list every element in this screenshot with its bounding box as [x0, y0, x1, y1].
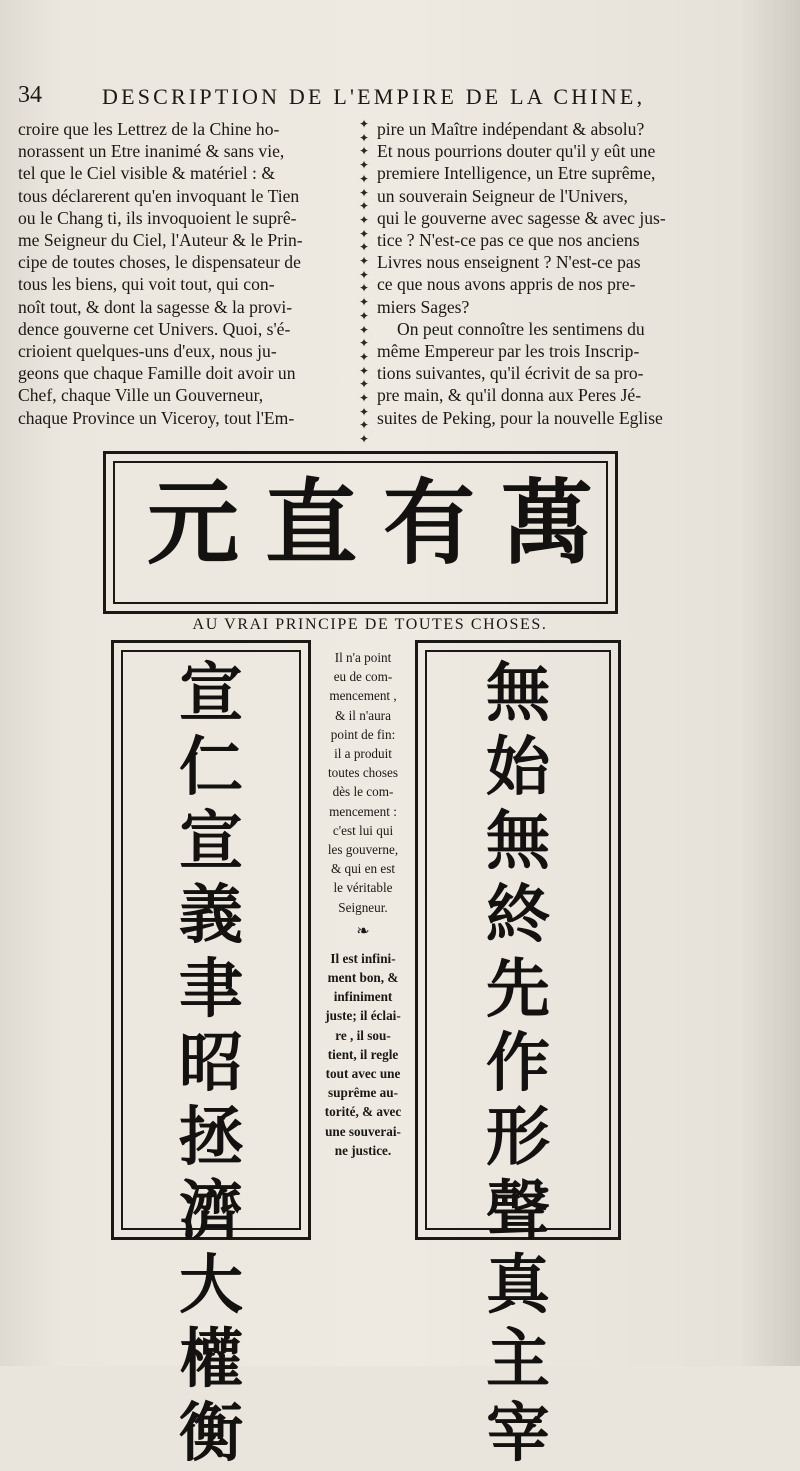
text-line: il a produit [334, 746, 392, 762]
vertical-inscription-column [114, 657, 308, 1471]
inscription-character: 作 [486, 1026, 550, 1101]
text-line: toutes choses [328, 765, 398, 781]
inscription-character: 直 [264, 469, 357, 577]
inscription-character: 終 [486, 878, 550, 953]
vertical-inscription-column [418, 657, 618, 1471]
inscription-character: 萬 [500, 469, 593, 577]
text-line: crioient quelques-uns d'eux, nous ju- [18, 341, 277, 362]
text-line: tous les biens, qui voit tout, qui con- [18, 274, 275, 295]
text-line: mencement , [329, 688, 397, 704]
inscription-character: 元 [146, 469, 239, 577]
text-line: pire un Maître indépendant & absolu? [377, 119, 645, 139]
text-line: pre main, & qu'il donna aux Peres Jé- [377, 385, 642, 406]
text-line: le véritable [333, 880, 393, 896]
text-line: même Empereur par les trois Inscrip- [377, 341, 640, 362]
text-line: torité, & avec [324, 1104, 402, 1120]
text-line: miers Sages? [377, 296, 470, 317]
text-line: tions suivantes, qu'il écrivit de sa pro- [377, 363, 644, 384]
text-line: & il n'aura [335, 707, 391, 723]
text-line: tient, il regle [327, 1046, 399, 1062]
inscription-character: 聲 [486, 1174, 550, 1249]
text-line: infiniment [333, 989, 393, 1005]
inscription-character: 無 [486, 656, 550, 731]
text-line: re , il sou- [335, 1027, 391, 1043]
text-line: ou le Chang ti, ils invoquoient le suprê- [18, 207, 297, 228]
running-title: DESCRIPTION DE L'EMPIRE DE LA CHINE, [102, 84, 646, 109]
text-line: point de fin: [330, 726, 396, 742]
inscription-character: 無 [486, 804, 550, 879]
fleuron-ornament: ❧ [356, 922, 370, 940]
inscription-caption: AU VRAI PRINCIPE DE TOUTES CHOSES. [192, 616, 548, 633]
text-line: tous déclarerent qu'en invoquant le Tien [18, 185, 300, 206]
inscription-character: 宰 [486, 1396, 550, 1471]
inscription-character: 大 [179, 1248, 243, 1323]
text-line: une souverai- [325, 1123, 401, 1139]
text-line: dès le com- [332, 784, 394, 800]
text-line: les gouverne, [327, 842, 399, 858]
text-line: Il est infini- [330, 950, 396, 966]
page-number: 34 [18, 82, 42, 108]
text-line: juste; il éclai- [325, 1008, 401, 1024]
inscription-character: 聿 [179, 952, 243, 1027]
text-line: ne justice. [334, 1142, 392, 1158]
inscription-character: 昭 [179, 1026, 243, 1101]
text-line: tel que le Ciel visible & matériel : & [18, 163, 275, 184]
inscription-character: 有 [382, 469, 475, 577]
text-line: mencement : [329, 803, 397, 819]
inscription-character: 主 [486, 1322, 550, 1397]
text-line: dence gouverne cet Univers. Quoi, s'é- [18, 318, 291, 339]
center-translation-text [316, 648, 410, 1160]
text-line: norassent un Etre inanimé & sans vie, [18, 141, 285, 162]
text-line: me Seigneur du Ciel, l'Auteur & le Prin- [18, 230, 303, 251]
inscription-character: 仁 [179, 730, 243, 805]
column-divider-ornament: ✦ ✦ ✦ ✦ ✦ ✦ ✦ ✦ ✦ ✦ ✦ ✦ ✦ ✦ ✦ ✦ ✦ ✦ ✦ ✦ ✦ ✦ ✦ ✦ [358, 117, 370, 447]
text-line: eu de com- [333, 669, 393, 685]
inscription-character: 權 [179, 1322, 243, 1397]
text-line: tice ? N'est-ce pas ce que nos anciens [377, 230, 640, 251]
text-line: suprême au- [328, 1085, 398, 1101]
inscription-character: 先 [486, 952, 550, 1027]
text-line: tout avec une [325, 1066, 401, 1082]
text-line: ce que nous avons appris de nos pre- [377, 274, 636, 295]
text-line: noît tout, & dont la sagesse & la provi- [18, 296, 293, 317]
inscription-character: 宣 [179, 656, 243, 731]
text-line: Seigneur. [338, 899, 388, 915]
inscription-character: 濟 [179, 1174, 243, 1249]
text-line: Chef, chaque Ville un Gouverneur, [18, 385, 264, 406]
text-line: geons que chaque Famille doit avoir un [18, 363, 296, 384]
left-text-column [18, 118, 354, 429]
text-line: Livres nous enseignent ? N'est-ce pas [377, 252, 641, 273]
text-line: cipe de toutes choses, le dispensateur de [18, 252, 301, 273]
inscription-character: 形 [486, 1100, 550, 1175]
text-line: un souverain Seigneur de l'Univers, [377, 185, 628, 206]
running-header [18, 82, 718, 116]
text-line: Et nous pourrions douter qu'il y eût une [377, 141, 656, 162]
text-line: suites de Peking, pour la nouvelle Eglise [377, 407, 663, 428]
text-line: c'est lui qui [332, 822, 394, 838]
text-line: & qui en est [330, 861, 396, 877]
inscription-character: 衡 [179, 1396, 243, 1471]
left-vertical-inscription-panel [111, 640, 311, 1471]
inscription-character: 拯 [179, 1100, 243, 1175]
text-line: croire que les Lettrez de la Chine ho- [18, 119, 280, 139]
inscription-character: 始 [486, 730, 550, 805]
right-text-column [377, 118, 707, 429]
inscription-character: 真 [486, 1248, 550, 1323]
text-line: qui le gouverne avec sagesse & avec jus- [377, 207, 666, 228]
text-line: On peut connoître les sentimens du [397, 318, 645, 339]
right-vertical-inscription-panel [415, 640, 621, 1471]
inscription-character: 宣 [179, 804, 243, 879]
horizontal-inscription-panel [103, 451, 618, 614]
text-line: Il n'a point [334, 650, 392, 665]
text-line: ment bon, & [327, 970, 399, 986]
inscription-character: 義 [179, 878, 243, 953]
text-line: chaque Province un Viceroy, tout l'Em- [18, 407, 295, 428]
text-line: premiere Intelligence, un Etre suprême, [377, 163, 656, 184]
